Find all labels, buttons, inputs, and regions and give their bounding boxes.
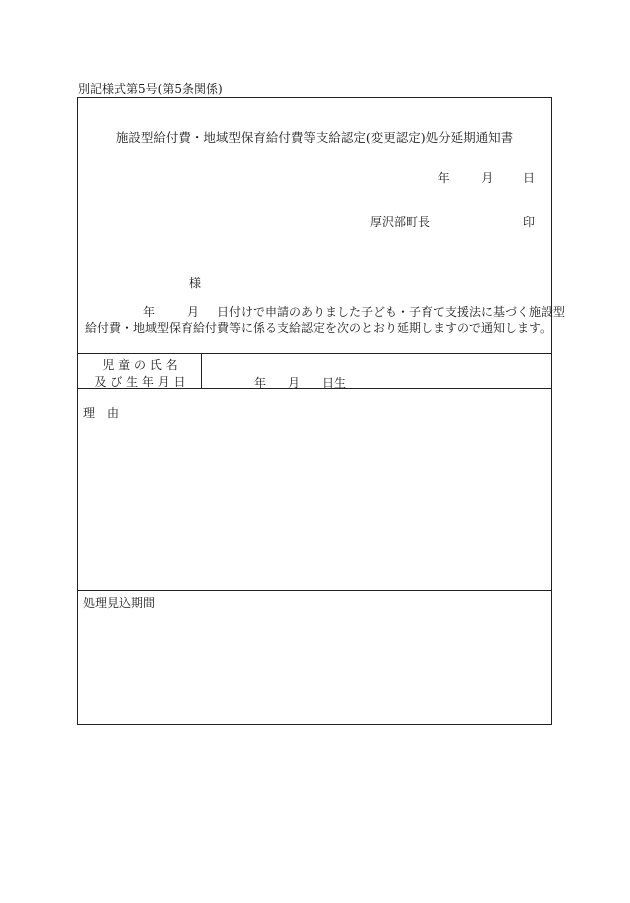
notice-body — [85, 304, 566, 336]
divider-top — [78, 353, 551, 354]
birth-day: 日生 — [322, 376, 347, 390]
body-line1-text: 日付けで申請のありました子ども・子育て支援法に基づく施設型 — [217, 305, 566, 319]
birth-month: 月 — [288, 376, 301, 390]
child-label-line2: 及 び 生 年 月 日 — [94, 375, 186, 389]
document-title: 施設型給付費・地域型保育給付費等支給認定(変更認定)処分延期通知書 — [115, 130, 514, 145]
form-reference: 別記様式第5号(第5条関係) — [78, 82, 223, 96]
date-month: 月 — [481, 171, 494, 185]
child-divider — [201, 353, 202, 388]
body-year: 年 — [143, 305, 156, 319]
body-line2-text: 給付費・地域型保育給付費等に係る支給認定を次のとおり延期しますので通知します。 — [85, 321, 553, 335]
processing-period-label: 処理見込期間 — [83, 596, 156, 610]
date-year: 年 — [437, 171, 450, 185]
issuer-name: 厚沢部町長 — [370, 215, 431, 229]
divider-child — [78, 388, 551, 389]
child-label-line1: 児 童 の 氏 名 — [102, 358, 178, 372]
body-month: 月 — [187, 305, 200, 319]
divider-reason — [78, 590, 551, 591]
reason-label: 理 由 — [83, 406, 120, 420]
child-label — [82, 357, 198, 391]
issue-date — [438, 169, 535, 186]
addressee-suffix: 様 — [189, 276, 202, 290]
seal-mark: 印 — [522, 215, 535, 229]
notice-form — [77, 97, 566, 725]
birth-year: 年 — [254, 376, 267, 390]
date-day: 日 — [522, 171, 535, 185]
